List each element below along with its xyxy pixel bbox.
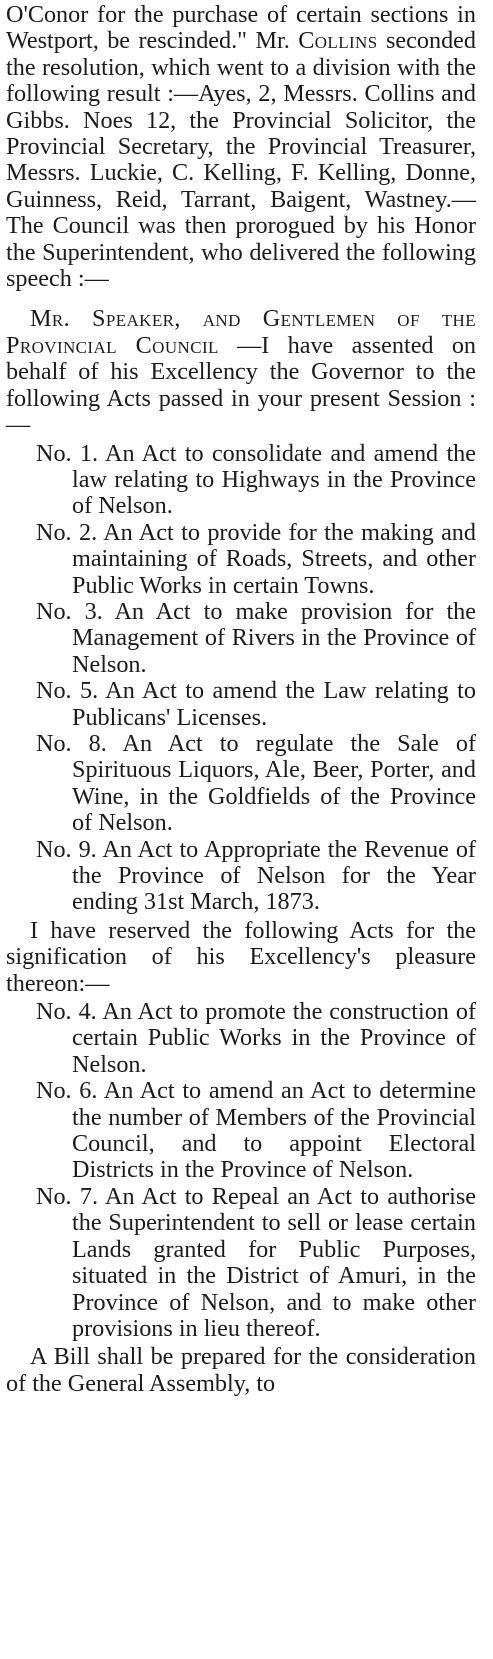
list-item: No. 1. An Act to consolidate and amend the law relating to Highways in the Province of Nelson.	[36, 439, 476, 520]
list-item: No. 8. An Act to regulate the Sale of Spirituous Liquors, Ale, Beer, Porter, and Wine, in the Goldfields of the Province of Nelson.	[36, 729, 476, 837]
assented-acts-list	[6, 441, 476, 916]
resolution-text-b: seconded the resolution, which went to a division with the following result :—Ayes, 2, Messrs. Collins and Gibbs. Noes 12, the Provincial Solicitor, the Provincial Secretary, the Provincial Treasurer, Messrs. Luckie, C. Kelling, F. Kelling, Donne, Guinness, Reid, Tarrant, Baigent, Wastney.—The Council was then prorogued by his Honor the Superintendent, who delivered the following speech :—	[6, 27, 477, 293]
resolution-paragraph	[6, 2, 476, 292]
collins-name: Collins	[298, 27, 378, 55]
closing-paragraph: A Bill shall be prepared for the consideration of the General Assembly, to	[6, 1343, 476, 1397]
list-item: No. 3. An Act to make provision for the Management of Rivers in the Province of Nelson.	[36, 597, 476, 678]
newspaper-column	[6, 2, 476, 1397]
list-item: No. 2. An Act to provide for the making and maintaining of Roads, Streets, and other Public Works in certain Towns.	[36, 518, 476, 599]
list-item: No. 9. An Act to Appropriate the Revenue of the Province of Nelson for the Year ending 31st March, 1873.	[36, 835, 476, 916]
reserved-acts-list	[6, 999, 476, 1342]
speech-opening-text: —I have assented on behalf of his Excellency the Governor to the following Acts passed in your present Session :—	[6, 331, 476, 439]
speech-salutation: Mr. Speaker, and Gentlemen of the Provincial Council	[6, 305, 476, 359]
list-item: No. 6. An Act to amend an Act to determine the number of Members of the Provincial Council, and to appoint Electoral Districts in the Province of Nelson.	[36, 1077, 476, 1184]
list-item: No. 7. An Act to Repeal an Act to authorise the Superintendent to sell or lease certain Lands granted for Public Purposes, situated in the District of Amuri, in the Province of Nelson, and to make other provisions in lieu thereof.	[36, 1182, 476, 1342]
speech-opening-paragraph	[6, 306, 476, 438]
reserved-intro-paragraph: I have reserved the following Acts for the signification of his Excellency's pleasure thereon:—	[6, 916, 476, 997]
list-item: No. 4. An Act to promote the construction of certain Public Works in the Province of Nelson.	[36, 998, 476, 1078]
resolution-text-a: O'Conor for the purchase of certain sections in Westport, be rescinded." Mr.	[6, 1, 476, 55]
list-item: No. 5. An Act to amend the Law relating to Publicans' Licenses.	[36, 677, 476, 731]
paragraph-gap	[6, 292, 476, 306]
